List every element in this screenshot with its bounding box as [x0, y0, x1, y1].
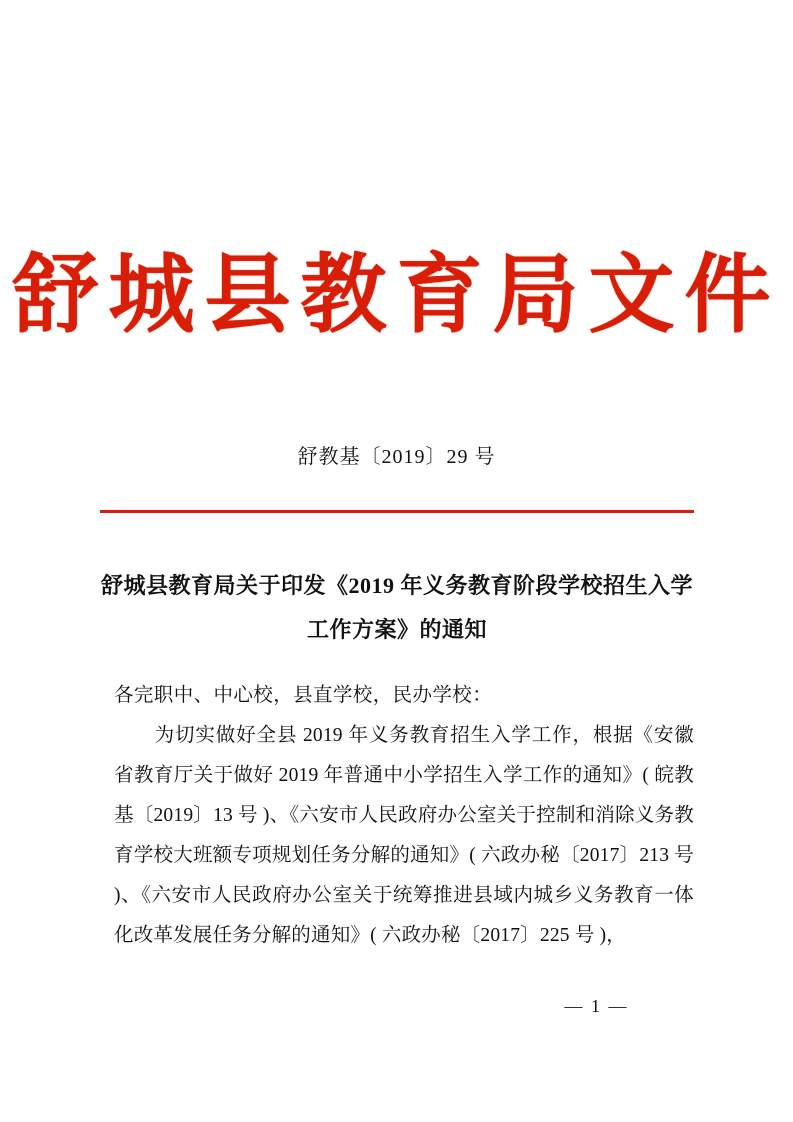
- document-body: [114, 676, 694, 956]
- document-title: [100, 564, 694, 652]
- document-title-line-1: 舒城县教育局关于印发《2019 年义务教育阶段学校招生入学: [100, 573, 693, 598]
- red-divider-rule: [100, 510, 694, 513]
- salutation: 各完职中、中心校，县直学校，民办学校：: [114, 685, 493, 706]
- body-paragraph-1: [114, 716, 694, 956]
- document-header: [0, 247, 793, 343]
- issuing-agency-title: 舒城县教育局文件: [12, 247, 781, 343]
- page-footer: [0, 996, 793, 1017]
- page-number: — 1 —: [564, 996, 629, 1016]
- document-number: 舒教基〔2019〕29 号: [297, 446, 496, 468]
- body-paragraph-1-text: 为切实做好全县 2019 年义务教育招生入学工作，根据《安徽省教育厅关于做好 2019 年普通中小学招生入学工作的通知》( 皖教基〔2019〕13 号 )、《六安市人民政府办公室关于控制和消除义务教育学校大班额专项规划任务分解的通知》( 六政办秘〔2017〕213 号 )、《六安市人民政府办公室关于统筹推进县域内城乡义务教育一体化改革发展任务分解的通知》( 六政办秘〔2017〕225 号 )，: [114, 725, 694, 946]
- document-title-line-2: 工作方案》的通知: [306, 617, 487, 642]
